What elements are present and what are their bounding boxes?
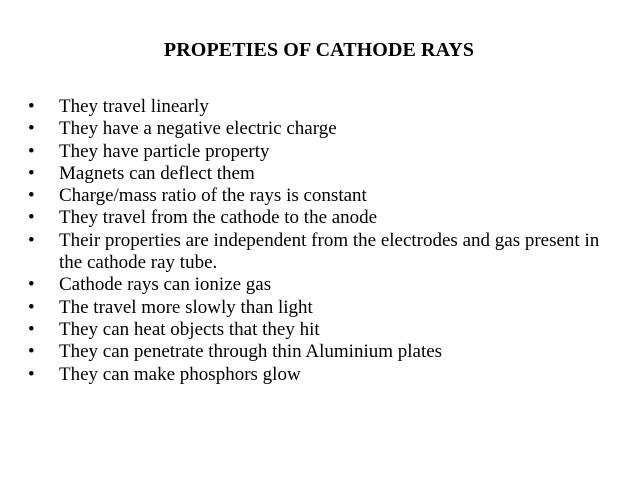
bullet-item: [28, 297, 618, 319]
bullet-text: They have a negative electric charge: [59, 118, 337, 140]
bullet-dot-icon: •: [28, 274, 35, 296]
bullet-item: [28, 230, 618, 275]
bullet-text: They travel linearly: [59, 96, 209, 117]
slide-title: PROPETIES OF CATHODE RAYS: [163, 39, 475, 61]
bullet-item: [28, 185, 618, 207]
bullet-text: Cathode rays can ionize gas: [59, 274, 272, 296]
bullet-text: They have particle property: [59, 140, 270, 162]
bullet-dot-icon: •: [28, 318, 35, 340]
bullet-list: [28, 96, 618, 386]
bullet-item: [28, 207, 618, 229]
bullet-text: The travel more slowly than light: [59, 296, 313, 318]
bullet-item: [28, 96, 618, 118]
bullet-item: [28, 319, 618, 341]
bullet-item: [28, 364, 618, 386]
bullet-dot-icon: •: [28, 185, 35, 207]
bullet-dot-icon: •: [28, 162, 35, 184]
bullet-dot-icon: •: [28, 363, 35, 385]
bullet-item: [28, 274, 618, 296]
bullet-dot-icon: •: [28, 96, 35, 117]
bullet-text: Magnets can deflect them: [59, 162, 255, 184]
bullet-item: [28, 141, 618, 163]
bullet-text: They can make phosphors glow: [59, 363, 301, 385]
bullet-item: [28, 341, 618, 363]
bullet-dot-icon: •: [28, 140, 35, 162]
bullet-dot-icon: •: [28, 207, 35, 229]
bullet-item: [28, 118, 618, 140]
bullet-item: [28, 163, 618, 185]
bullet-text: They travel from the cathode to the anode: [59, 207, 378, 229]
bullet-text: Charge/mass ratio of the rays is constant: [59, 185, 367, 207]
bullet-dot-icon: •: [28, 296, 35, 318]
bullet-dot-icon: •: [28, 118, 35, 140]
bullet-text: Their properties are independent from the electrodes and gas present in the cathode ray tube.: [59, 229, 600, 274]
bullet-dot-icon: •: [28, 229, 35, 251]
bullet-text: They can penetrate through thin Aluminium plates: [59, 341, 443, 363]
bullet-dot-icon: •: [28, 341, 35, 363]
bullet-text: They can heat objects that they hit: [59, 318, 320, 340]
